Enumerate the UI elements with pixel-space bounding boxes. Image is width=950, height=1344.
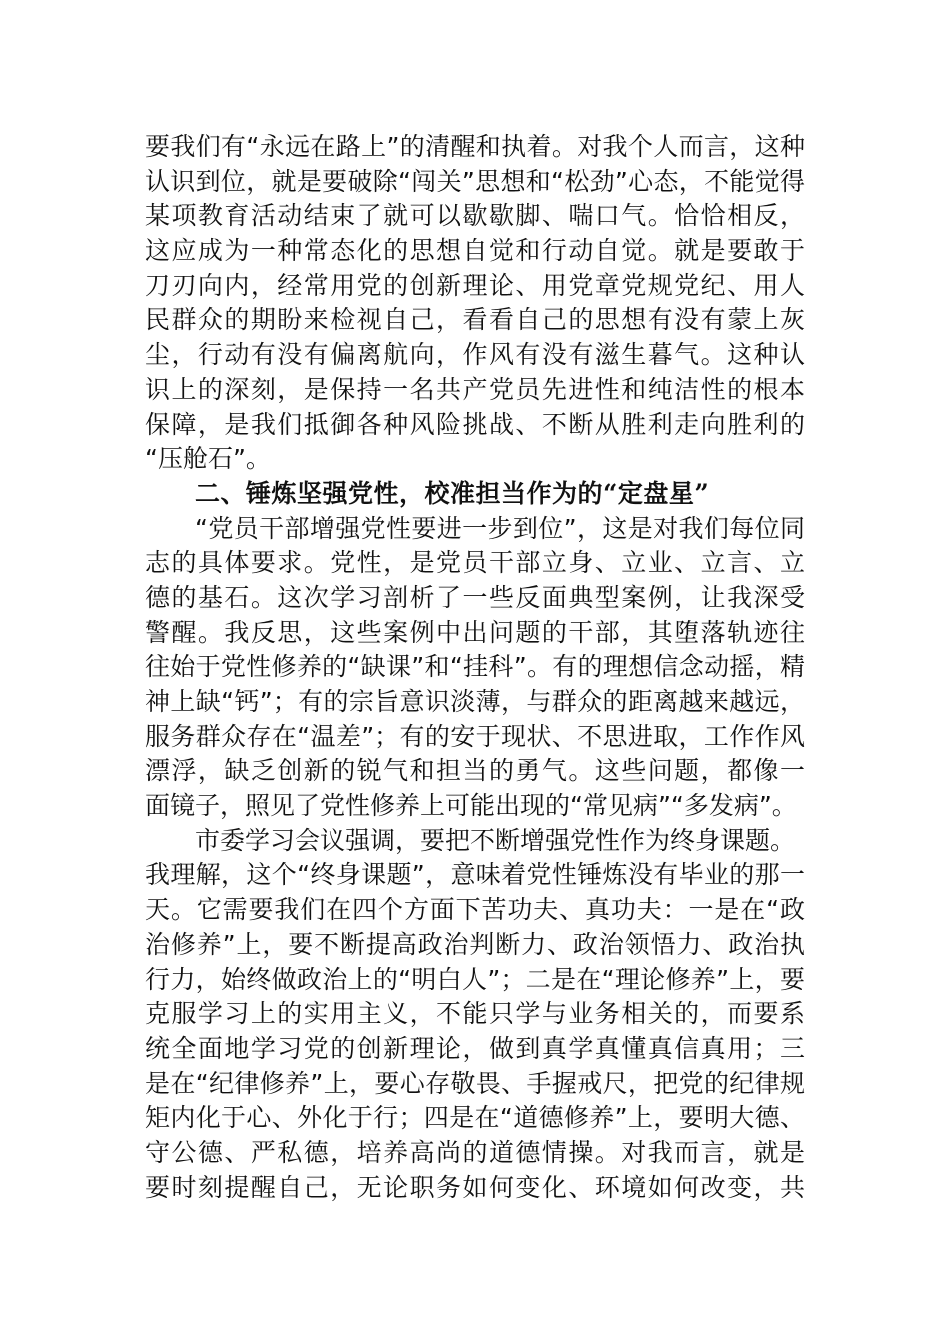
text-line: 守公德、严私德，培养高尚的道德情操。对我而言，就是 — [145, 1137, 805, 1167]
text-line: 往始于党性修养的“缺课”和“挂科”。有的理想信念动摇，精 — [145, 652, 805, 682]
text-line: 服务群众存在“温差”；有的安于现状、不思进取，工作作风 — [145, 721, 805, 751]
text-line: 是在“纪律修养”上，要心存敬畏、手握戒尺，把党的纪律规 — [145, 1068, 805, 1098]
text-line: 治修养”上，要不断提高政治判断力、政治领悟力、政治执 — [145, 929, 805, 959]
text-line: 刀刃向内，经常用党的创新理论、用党章党规党纪、用人 — [145, 270, 805, 300]
text-line: 志的具体要求。党性，是党员干部立身、立业、立言、立 — [145, 548, 805, 578]
text-line: 我理解，这个“终身课题”，意味着党性锤炼没有毕业的那一 — [145, 860, 805, 890]
text-line: 漂浮，缺乏创新的锐气和担当的勇气。这些问题，都像一 — [145, 756, 805, 786]
text-line: 矩内化于心、外化于行；四是在“道德修养”上，要明大德、 — [145, 1103, 805, 1133]
text-line: 民群众的期盼来检视自己，看看自己的思想有没有蒙上灰 — [145, 305, 805, 335]
text-line: 某项教育活动结束了就可以歇歇脚、喘口气。恰恰相反， — [145, 201, 805, 231]
text-line: 尘，行动有没有偏离航向，作风有没有滋生暮气。这种认 — [145, 340, 805, 370]
text-line: “压舱石”。 — [145, 444, 271, 474]
text-line: 面镜子，照见了党性修养上可能出现的“常见病”“多发病”。 — [145, 791, 797, 821]
text-line: 天。它需要我们在四个方面下苦功夫、真功夫：一是在“政 — [145, 895, 805, 925]
text-line: 德的基石。这次学习剖析了一些反面典型案例，让我深受 — [145, 582, 805, 612]
body-text — [145, 130, 805, 1205]
text-line: 警醒。我反思，这些案例中出问题的干部，其堕落轨迹往 — [145, 617, 805, 647]
text-line: 要时刻提醒自己，无论职务如何变化、环境如何改变，共 — [145, 1172, 805, 1202]
text-line: 克服学习上的实用主义，不能只学与业务相关的，而要系 — [145, 999, 805, 1029]
text-line: 认识到位，就是要破除“闯关”思想和“松劲”心态，不能觉得 — [145, 166, 805, 196]
text-line: 行力，始终做政治上的“明白人”；二是在“理论修养”上，要 — [145, 964, 805, 994]
text-line: “党员干部增强党性要进一步到位”，这是对我们每位同 — [195, 513, 805, 543]
text-line: 识上的深刻，是保持一名共产党员先进性和纯洁性的根本 — [145, 374, 805, 404]
section-heading: 二、锤炼坚强党性，校准担当作为的“定盘星” — [195, 478, 710, 508]
text-line: 神上缺“钙”；有的宗旨意识淡薄，与群众的距离越来越远， — [145, 687, 805, 716]
text-line: 这应成为一种常态化的思想自觉和行动自觉。就是要敢于 — [145, 236, 805, 266]
text-line: 市委学习会议强调，要把不断增强党性作为终身课题。 — [195, 825, 796, 855]
text-line: 保障，是我们抵御各种风险挑战、不断从胜利走向胜利的 — [145, 409, 805, 439]
text-line: 统全面地学习党的创新理论，做到真学真懂真信真用；三 — [145, 1033, 805, 1063]
text-line: 要我们有“永远在路上”的清醒和执着。对我个人而言，这种 — [145, 132, 805, 161]
